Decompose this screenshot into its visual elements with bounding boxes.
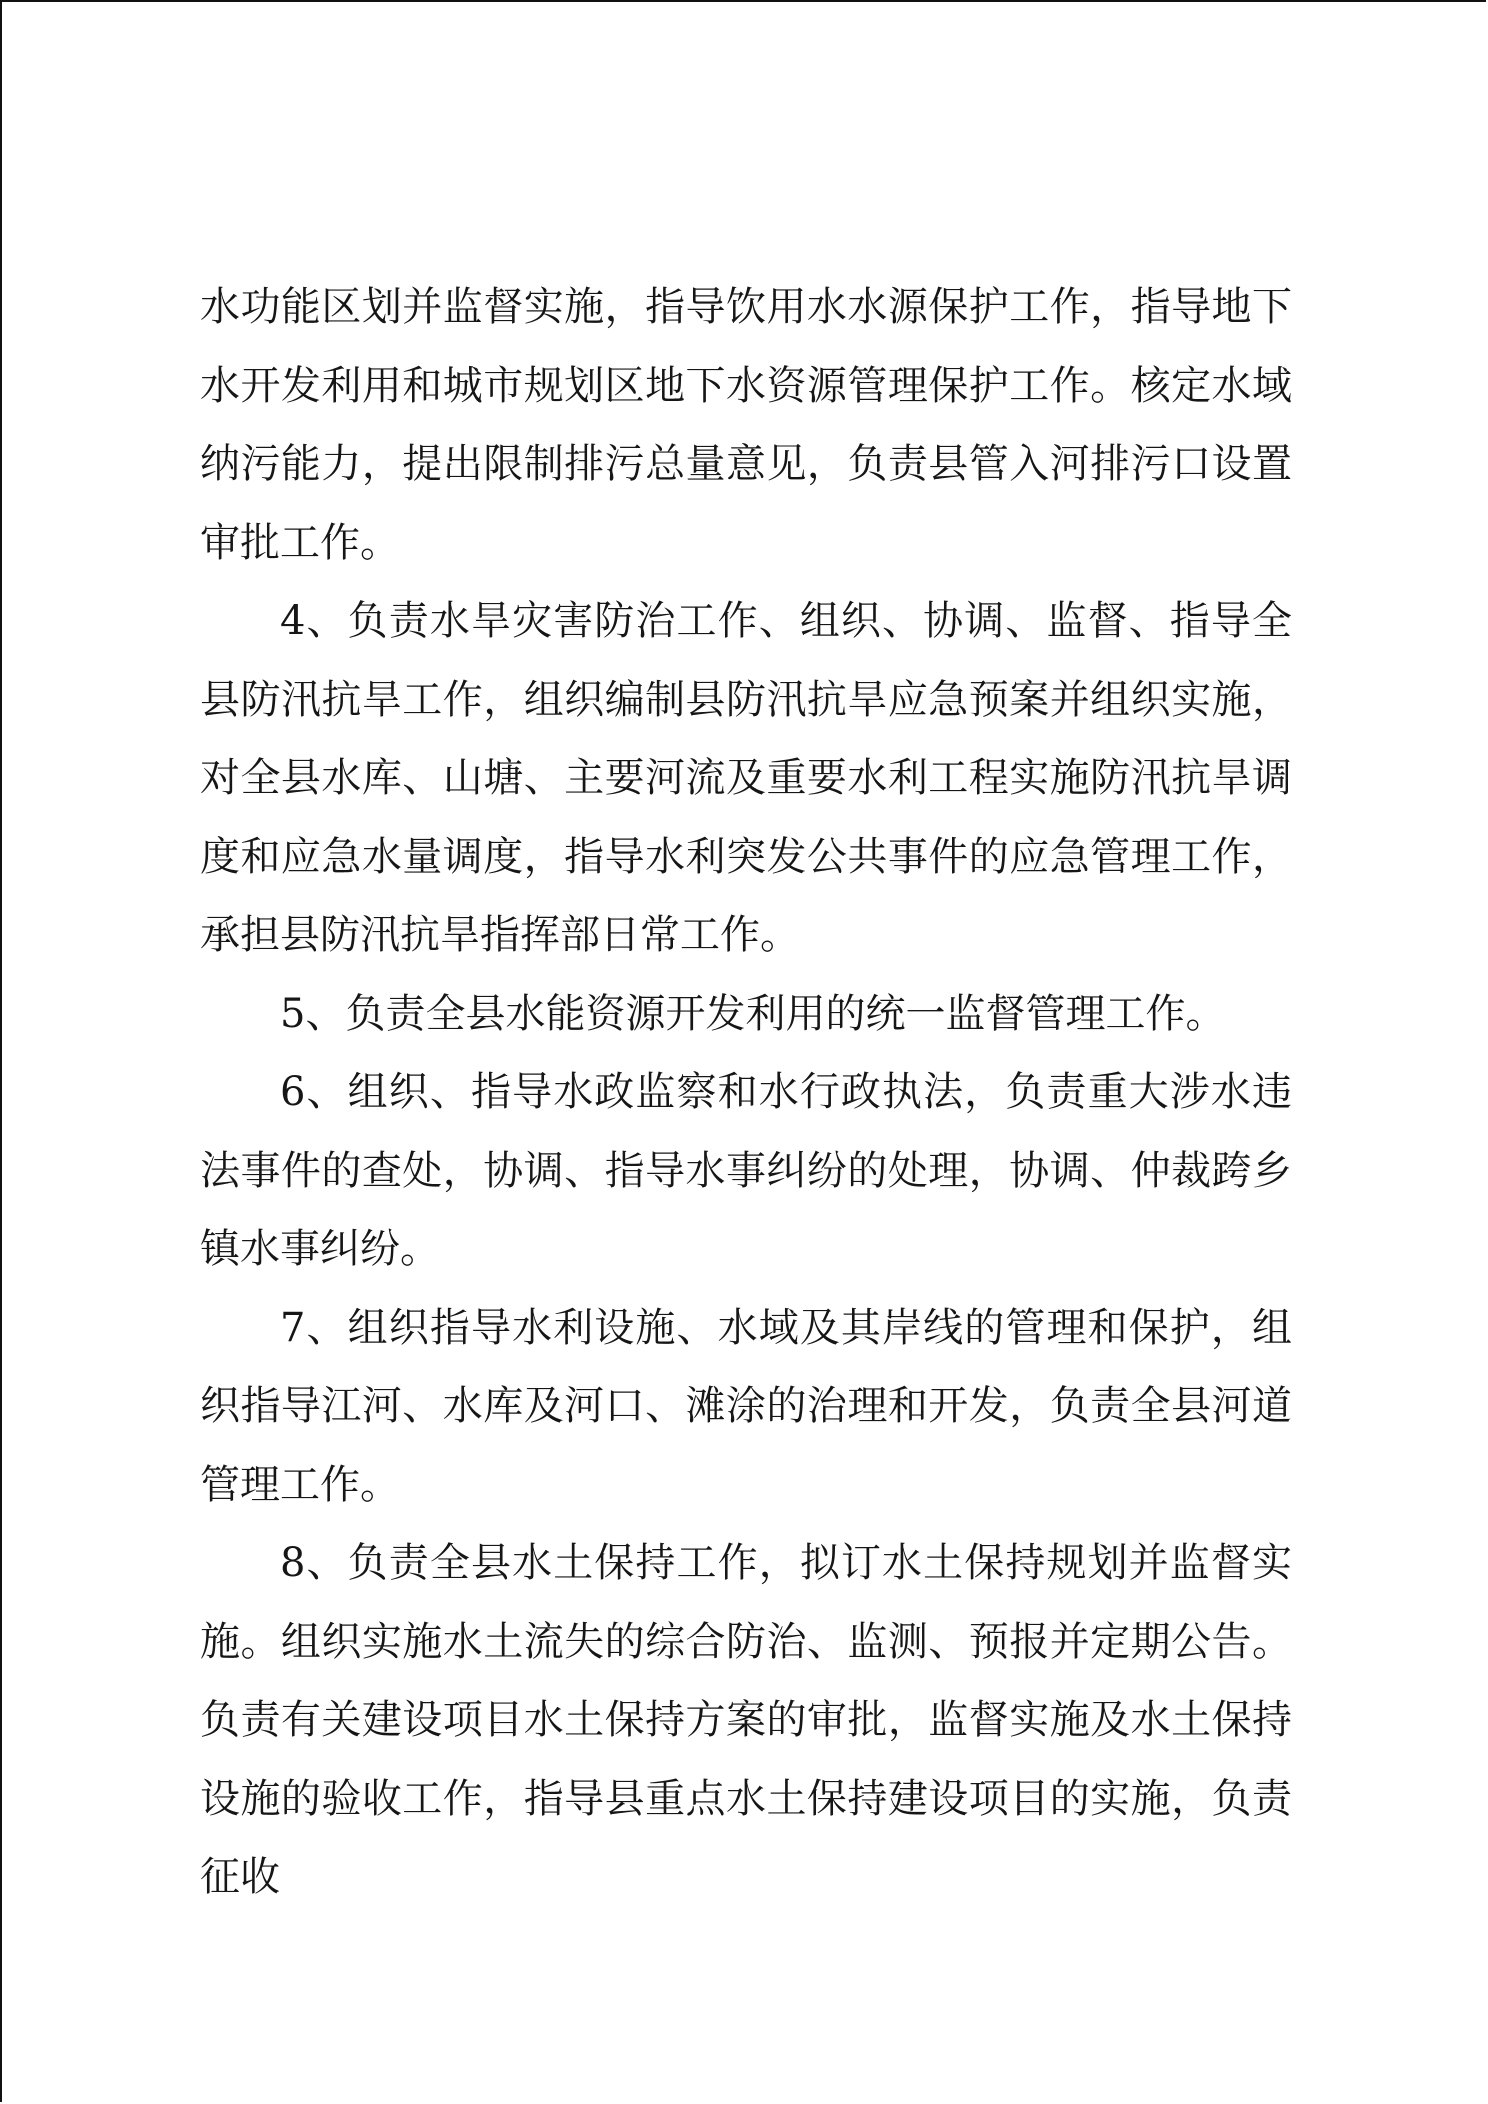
paragraph-item-4: 4、负责水旱灾害防治工作、组织、协调、监督、指导全县防汛抗旱工作，组织编制县防汛抗旱应急预案并组织实施，对全县水库、山塘、主要河流及重要水利工程实施防汛抗旱调度和应急水量调度，指导水利突发公共事件的应急管理工作，承担县防汛抗旱指挥部日常工作。 [200, 598, 1292, 958]
paragraph-continuation: 水功能区划并监督实施，指导饮用水水源保护工作，指导地下水开发利用和城市规划区地下水资源管理保护工作。核定水域纳污能力，提出限制排污总量意见，负责县管入河排污口设置审批工作。 [200, 284, 1292, 566]
paragraph-item-5: 5、负责全县水能资源开发利用的统一监督管理工作。 [280, 990, 1226, 1037]
paragraph-item-8: 8、负责全县水土保持工作，拟订水土保持规划并监督实施。组织实施水土流失的综合防治、监测、预报并定期公告。负责有关建设项目水土保持方案的审批，监督实施及水土保持设施的验收工作，指导县重点水土保持建设项目的实施，负责征收 [200, 1540, 1292, 1900]
document-body [200, 268, 1292, 1917]
paragraph-item-6: 6、组织、指导水政监察和水行政执法，负责重大涉水违法事件的查处，协调、指导水事纠纷的处理，协调、仲裁跨乡镇水事纠纷。 [200, 1069, 1292, 1272]
paragraph-item-7: 7、组织指导水利设施、水域及其岸线的管理和保护，组织指导江河、水库及河口、滩涂的治理和开发，负责全县河道管理工作。 [200, 1304, 1292, 1508]
